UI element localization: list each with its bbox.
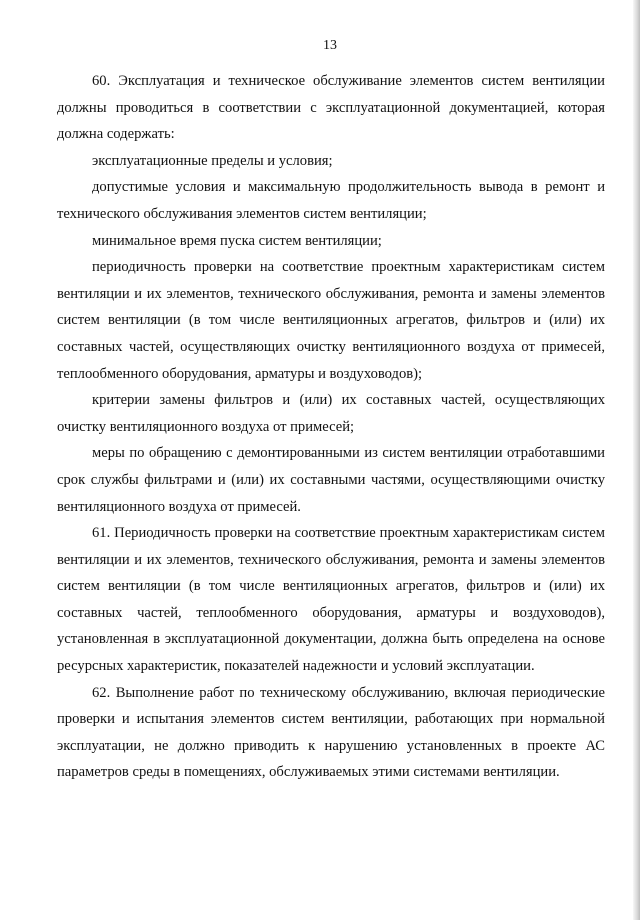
page-number: 13 (323, 38, 337, 53)
scan-edge-shadow (633, 0, 640, 920)
paragraph-61: 61. Периодичность проверки на соответствие проектным характеристикам систем вентиляции и их элементов, технического обслуживания, ремонта и замены элементов систем вентиляции (в том числе вентиляционных агрегатов, фильтров и (или) их составных частей, теплообменного оборудования, арматуры и воздуховодов), установленная в эксплуатационной документации, должна быть определена на основе ресурсных характеристик, показателей надежности и условий эксплуатации. (57, 525, 605, 675)
paragraph-60: 60. Эксплуатация и техническое обслуживание элементов систем вентиляции должны проводиться в соответствии с эксплуатационной документацией, которая должна содержать: (57, 73, 605, 143)
list-item-startup-time: минимальное время пуска систем вентиляции; (92, 232, 382, 249)
paragraph-62: 62. Выполнение работ по техническому обслуживанию, включая периодические проверки и испытания элементов систем вентиляции, работающих при нормальной эксплуатации, не должно приводить к нарушению установленных в проекте АС параметров среды в помещениях, обслуживаемых этими системами вентиляции. (57, 684, 605, 781)
list-item-filter-replacement-criteria: критерии замены фильтров и (или) их составных частей, осуществляющих очистку вентиляционного воздуха от примесей; (57, 392, 605, 435)
list-item-inspection-frequency: периодичность проверки на соответствие проектным характеристикам систем вентиляции и их элементов, технического обслуживания, ремонта и замены элементов систем вентиляции (в том числе вентиляционных агрегатов, фильтров и (или) их составных частей, осуществляющих очистку вентиляционного воздуха от примесей, теплообменного оборудования, арматуры и воздуховодов); (57, 259, 605, 382)
list-item-filter-disposal-measures: меры по обращению с демонтированными из систем вентиляции отработавшими срок службы фильтрами и (или) их составными частями, осуществляющими очистку вентиляционного воздуха от примесей. (57, 445, 605, 515)
list-item-repair-conditions: допустимые условия и максимальную продолжительность вывода в ремонт и технического обслуживания элементов систем вентиляции; (57, 179, 605, 222)
list-item-operating-limits: эксплуатационные пределы и условия; (92, 152, 333, 169)
document-body (57, 68, 605, 786)
